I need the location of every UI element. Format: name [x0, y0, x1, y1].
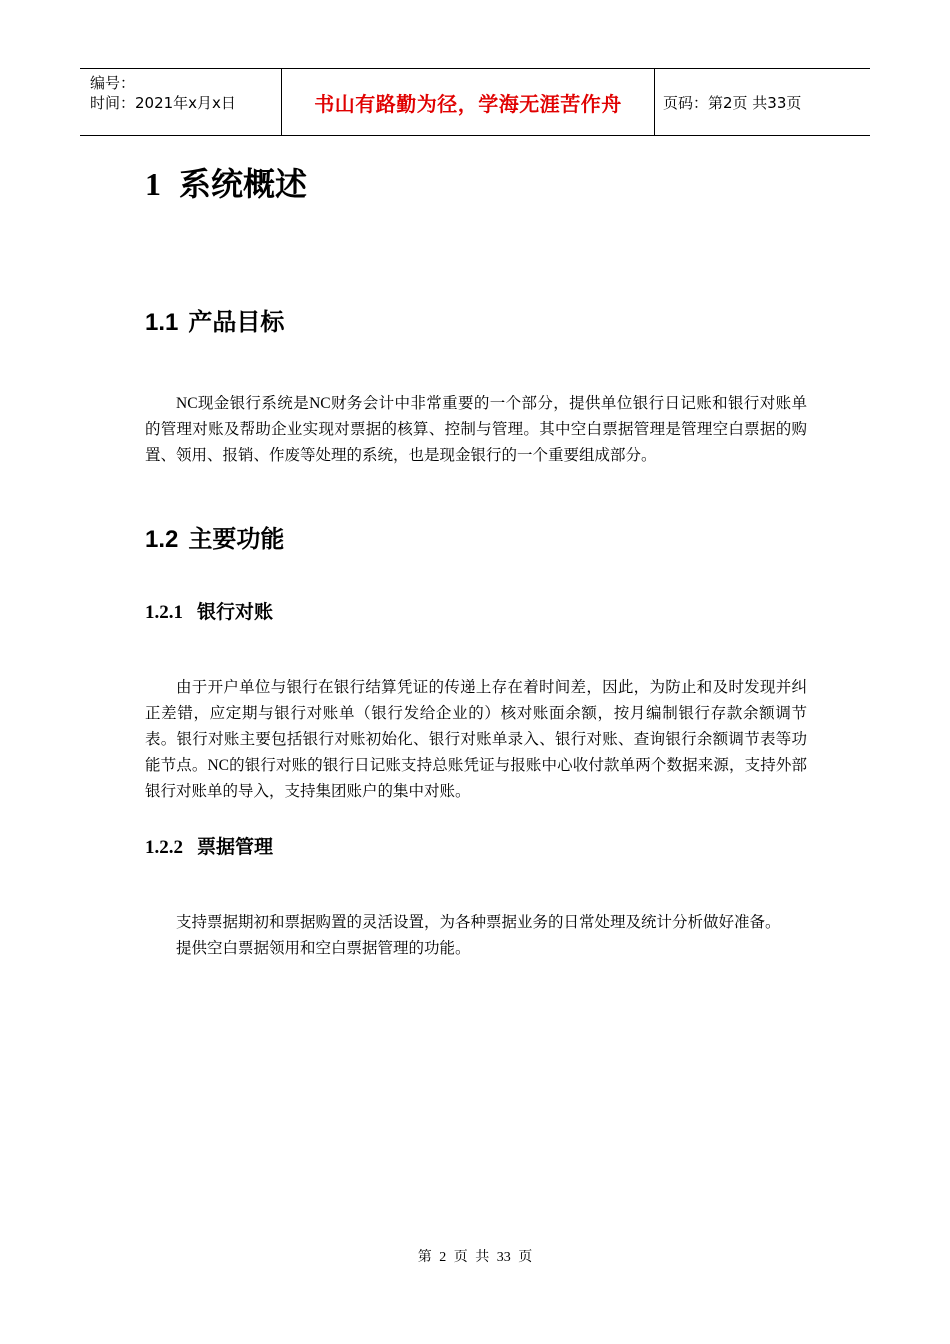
- section-heading-1-2-1: [145, 598, 807, 627]
- header-date-label: 时间：2021年x月x日: [90, 94, 236, 112]
- section-title: 票据管理: [197, 836, 274, 858]
- section-heading-1-2-2: [145, 833, 807, 862]
- header-motto-cell: [281, 69, 655, 135]
- page-header: [80, 68, 870, 136]
- section-title: 银行对账: [197, 601, 274, 623]
- chapter-heading: [145, 160, 807, 208]
- header-number-label: 编号：: [90, 74, 136, 92]
- chapter-number: 1: [145, 166, 161, 202]
- header-meta: [80, 69, 281, 135]
- chapter-title: 系统概述: [179, 165, 308, 203]
- paragraph-bank-reconciliation: 由于开户单位与银行在银行结算凭证的传递上存在着时间差，因此，为防止和及时发现并纠正差错，应定期与银行对账单（银行发给企业的）核对账面余额，按月编制银行存款余额调节表。银行对账主要包括银行对账初始化、银行对账单录入、银行对账、查询银行余额调节表等功能节点。NC的银行对账的银行日记账支持总账凭证与报账中心收付款单两个数据来源，支持外部银行对账单的导入，支持集团账户的集中对账。: [145, 679, 807, 800]
- header-motto: 书山有路勤为径，学海无涯苦作舟: [314, 91, 622, 116]
- section-heading-1-1: [145, 304, 807, 341]
- header-page-info: 页码：第2页 共33页: [663, 93, 802, 112]
- section-number: 1.2.2: [145, 837, 183, 858]
- paragraph-note-management-2: 提供空白票据领用和空白票据管理的功能。: [176, 940, 471, 957]
- section-number: 1.1: [145, 309, 179, 336]
- section-number: 1.2: [145, 526, 179, 553]
- section-title: 主要功能: [188, 525, 285, 553]
- paragraph-product-goal: NC现金银行系统是NC财务会计中非常重要的一个部分，提供单位银行日记账和银行对账单的管理对账及帮助企业实现对票据的核算、控制与管理。其中空白票据管理是管理空白票据的购置、领用、报销、作废等处理的系统，也是现金银行的一个重要组成部分。: [145, 395, 807, 464]
- section-number: 1.2.1: [145, 602, 183, 623]
- section-heading-1-2: [145, 521, 807, 558]
- paragraph-note-management-1: 支持票据期初和票据购置的灵活设置，为各种票据业务的日常处理及统计分析做好准备。: [176, 914, 781, 931]
- section-title: 产品目标: [188, 308, 285, 336]
- document-body: [145, 160, 807, 962]
- page-footer: 第 2 页 共 33 页: [417, 1250, 533, 1265]
